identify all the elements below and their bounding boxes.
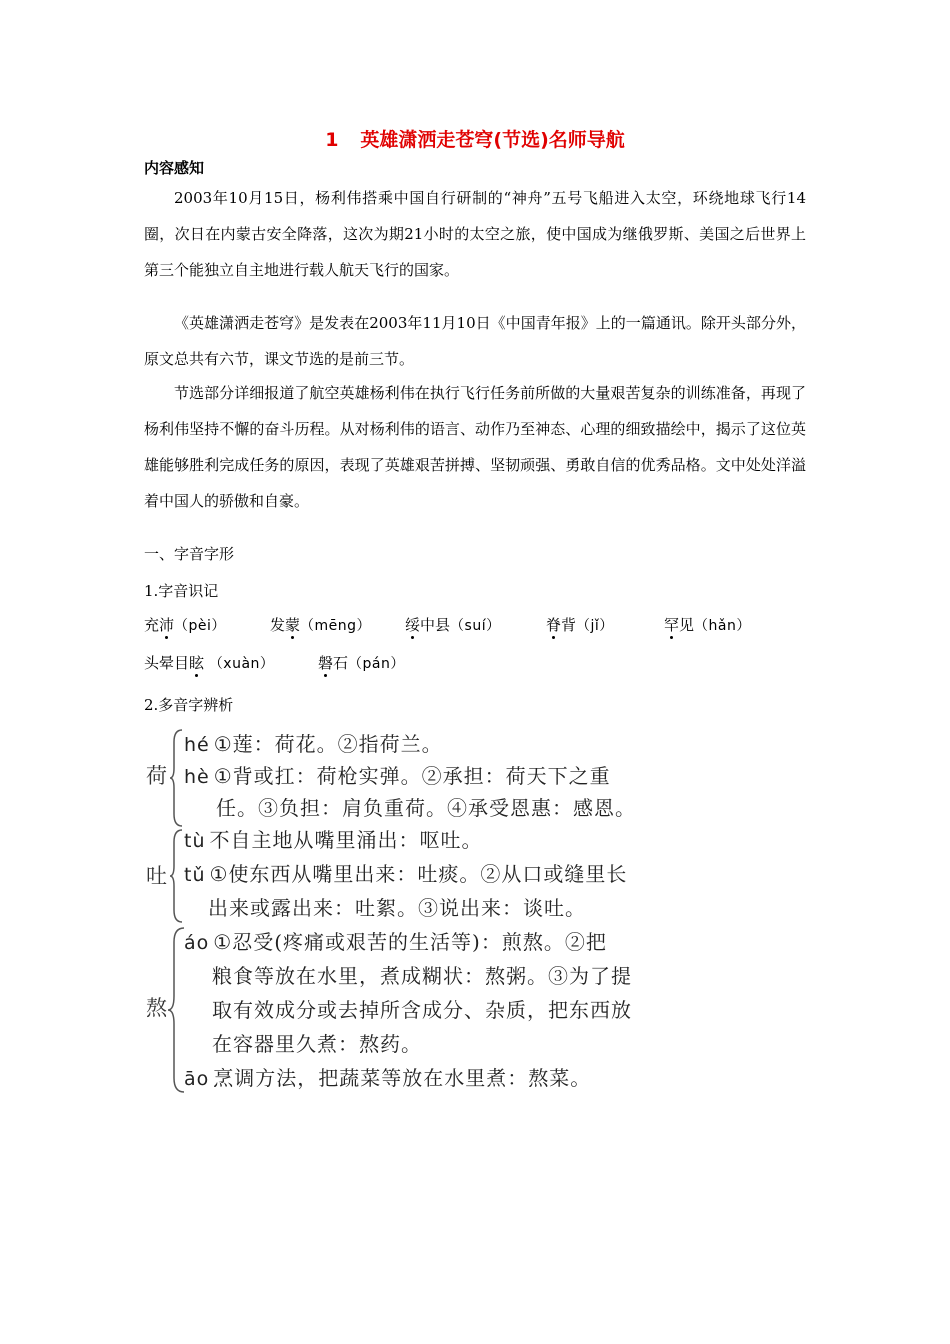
page-title [0,125,950,152]
lesson-number: 1 [325,129,339,151]
definition-row: áo ①忍受(疼痛或艰苦的生活等)：煎熬。②把 [184,930,607,954]
definition-row: 粮食等放在水里，煮成糊状：熬粥。③为了提 [212,964,632,988]
polyphone-figure [144,720,664,1100]
vocab-item: 磐石（pán） [318,654,405,672]
vocab-item: 罕见（hǎn） [664,616,751,634]
definition-row: 出来或露出来：吐絮。③说出来：谈吐。 [208,896,586,920]
definition-row: 任。③负担：肩负重荷。④承受恩惠：感恩。 [216,796,636,820]
definition-row: āo 烹调方法，把蔬菜等放在水里煮：熬菜。 [184,1066,592,1090]
definition-row: tù 不自主地从嘴里涌出：呕吐。 [184,828,483,852]
vocab-item: 绥中县（suí） [405,616,501,634]
paragraph-1: 2003年10月15日，杨利伟搭乘中国自行研制的“神舟”五号飞船进入太空，环绕地球飞行14圈，次日在内蒙古安全降落，这次为期21小时的太空之旅，使中国成为继俄罗斯、美国之后世界上第三个能独立自主地进行载人航天飞行的国家。 [144,189,806,279]
subheading-polyphones: 2.多音字辨析 [144,696,234,714]
definition-row: 在容器里久煮：熬药。 [212,1032,422,1056]
section-heading: 内容感知 [144,159,205,177]
subheading-pronunciation: 1.字音识记 [144,582,219,600]
definition-row: 取有效成分或去掉所含成分、杂质，把东西放 [212,998,632,1022]
vocab-item: 脊背（jǐ） [546,616,614,634]
vocab-item: 充沛（pèi） [144,616,226,634]
polyphone-char: 荷 [146,764,167,788]
brace-icon [170,728,184,828]
definition-row: hè ①背或扛：荷枪实弹。②承担：荷天下之重 [184,764,611,788]
vocab-item: 发蒙（mēng） [270,616,372,634]
polyphone-char: 熬 [146,996,167,1020]
part-heading: 一、字音字形 [144,545,235,563]
polyphone-char: 吐 [146,864,167,888]
definition-row: tǔ ①使东西从嘴里出来：吐痰。②从口或缝里长 [184,862,628,886]
vocab-item: 头晕目眩 （xuàn） [144,654,275,672]
lesson-title: 英雄潇洒走苍穹(节选)名师导航 [360,129,625,151]
paragraph-2: 《英雄潇洒走苍穹》是发表在2003年11月10日《中国青年报》上的一篇通讯。除开头部分外，原文总共有六节，课文节选的是前三节。 [144,314,806,368]
brace-icon [170,828,184,924]
definition-row: hé ①莲：荷花。②指荷兰。 [184,732,443,756]
paragraph-3: 节选部分详细报道了航空英雄杨利伟在执行飞行任务前所做的大量艰苦复杂的训练准备，再现了杨利伟坚持不懈的奋斗历程。从对杨利伟的语言、动作乃至神态、心理的细致描绘中，揭示了这位英雄能够胜利完成任务的原因，表现了英雄艰苦拼搏、坚韧顽强、勇敢自信的优秀品格。文中处处洋溢着中国人的骄傲和自豪。 [144,384,806,510]
